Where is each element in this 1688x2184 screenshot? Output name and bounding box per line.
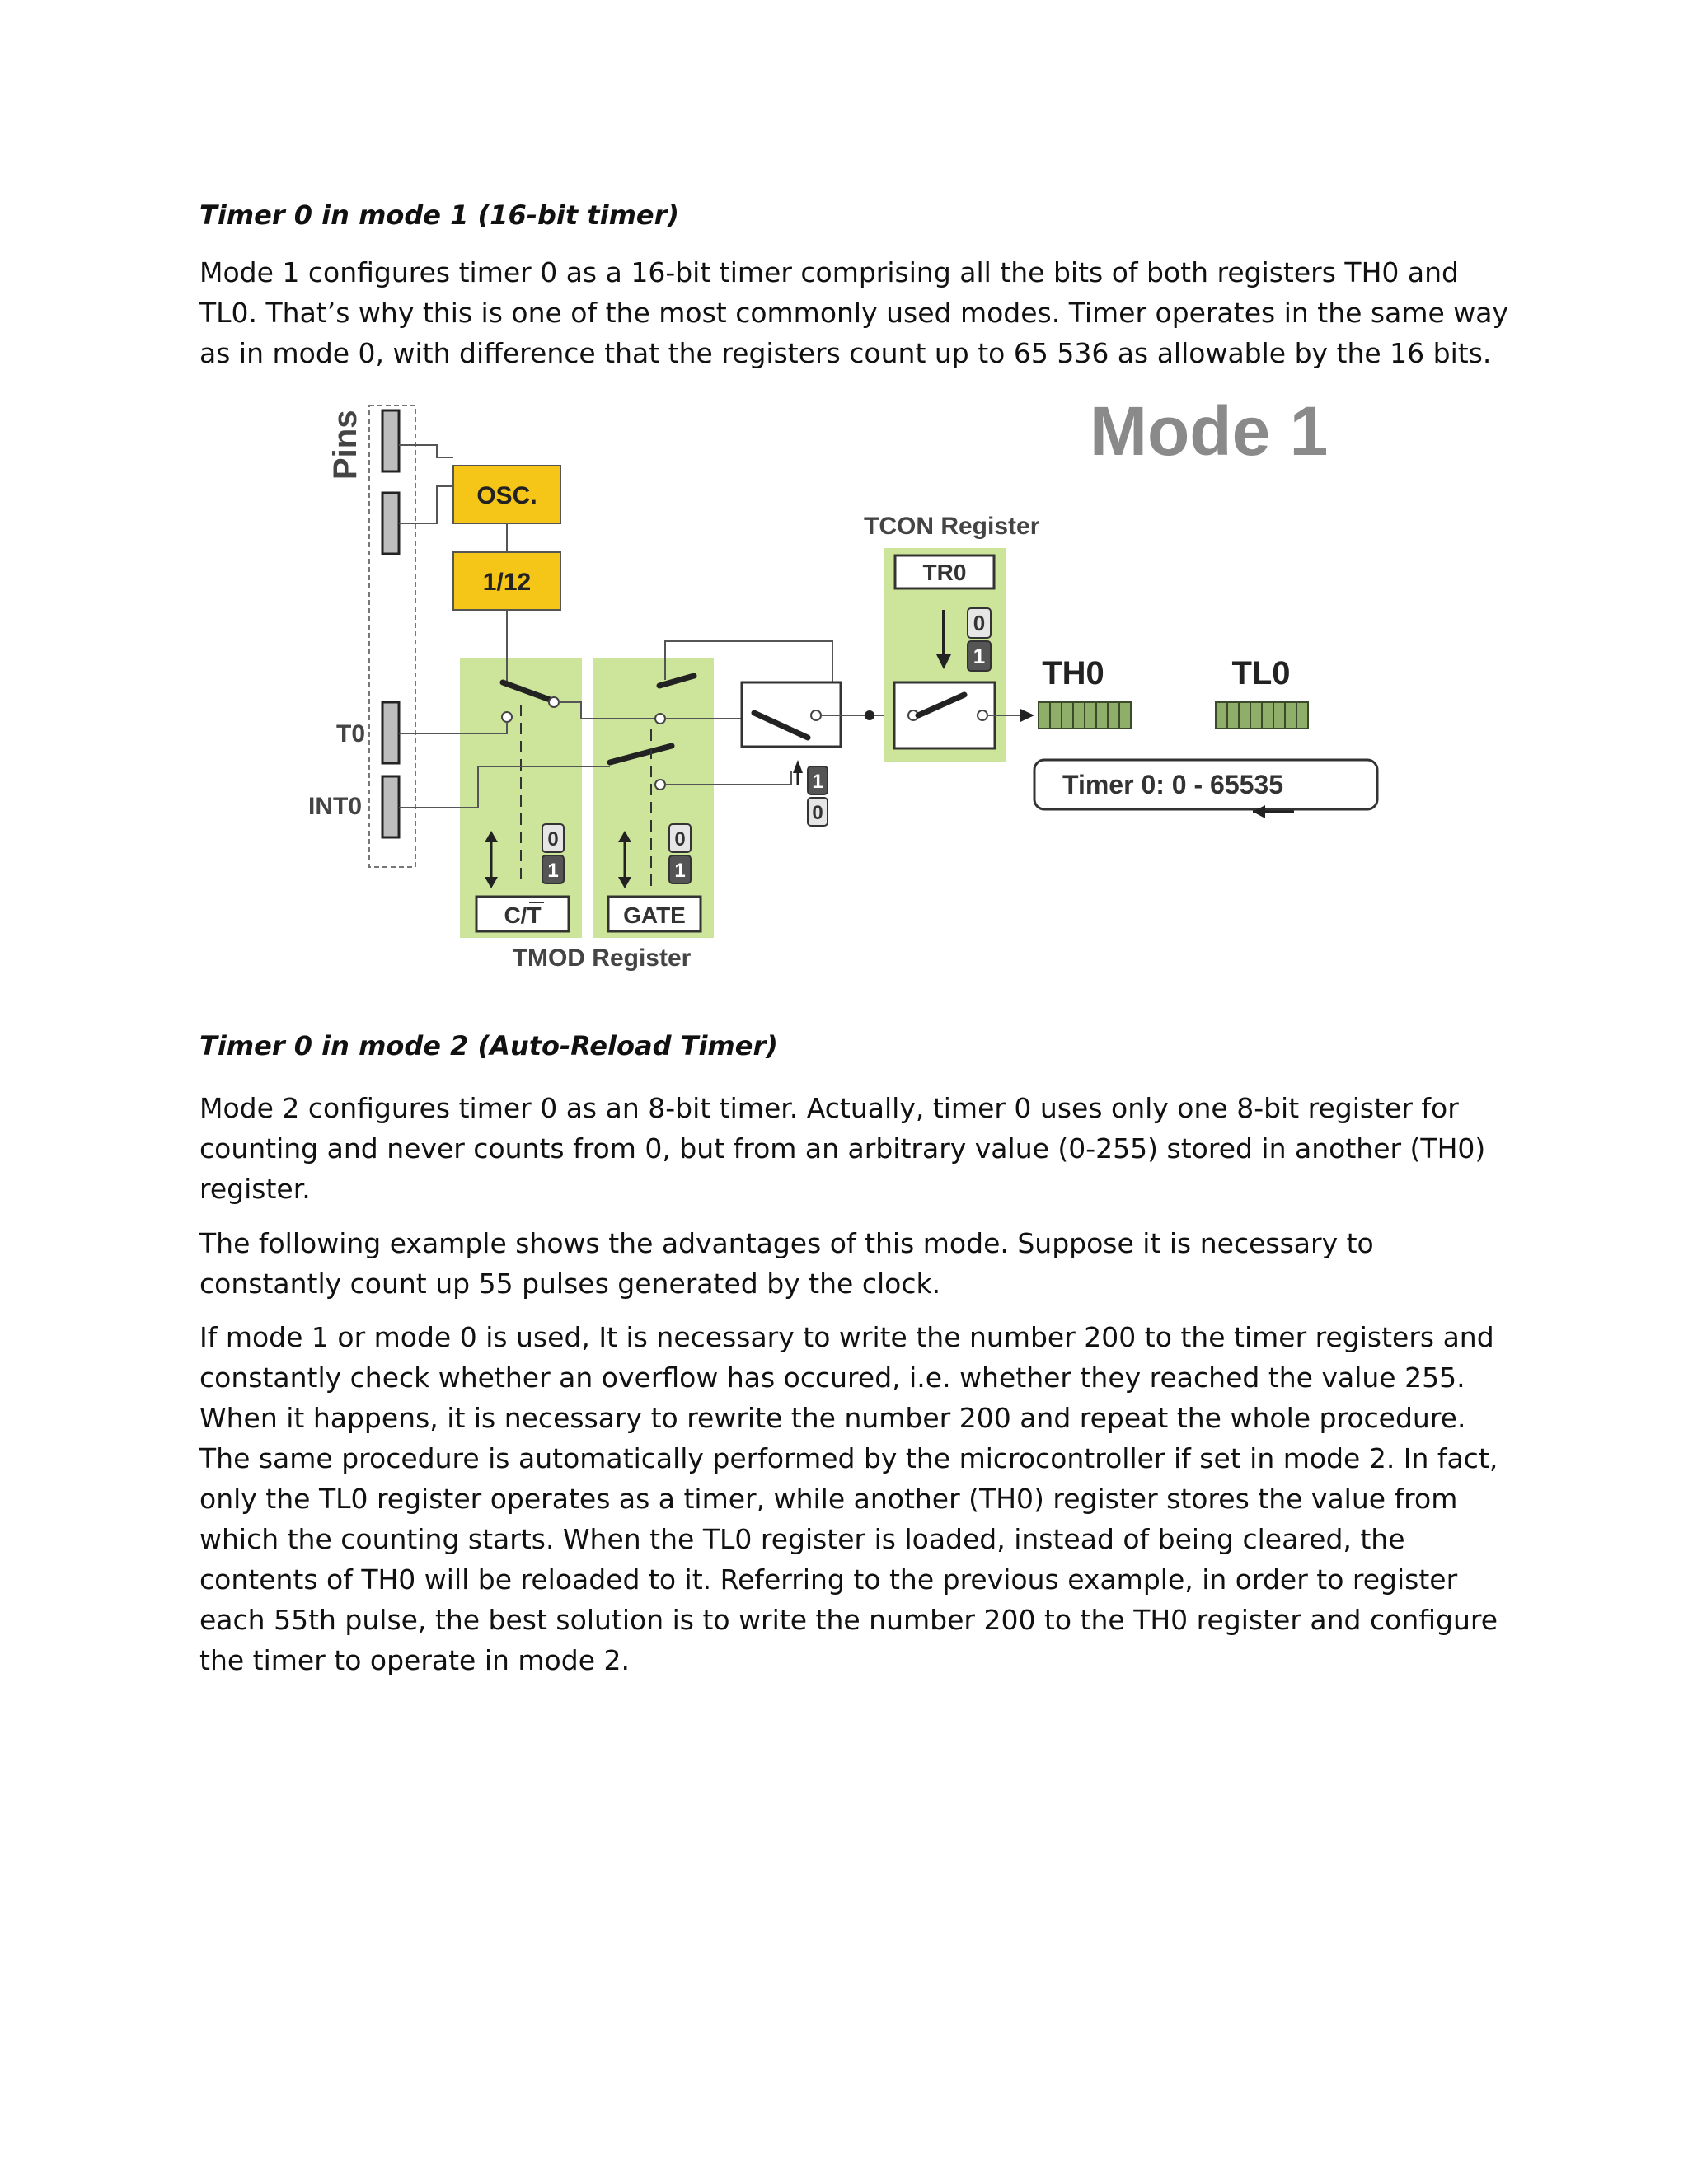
tcon-label: TCON Register (864, 513, 1040, 540)
pin-osc-2 (382, 493, 399, 554)
pin-int0 (382, 776, 399, 837)
tl0-bit-cell (1296, 702, 1308, 729)
th0-bit-cell (1039, 702, 1050, 729)
junction-dot (865, 710, 874, 720)
gate-bit-0: 0 (674, 828, 686, 851)
th0-bit-cell (1062, 702, 1073, 729)
osc-wire-1 (399, 445, 453, 457)
tcon-to-th0-arrow (1020, 709, 1034, 722)
section2-paragraph1: Mode 2 configures timer 0 as an 8-bit timer. Actually, timer 0 uses only one 8-bit register for counting and never counts from 0, but from an arbitrary value (0-255) stored in another (TH0) register. (199, 1092, 1486, 1205)
tl0-bit-cell (1216, 702, 1227, 729)
control-contact (811, 710, 821, 720)
th0-register (1039, 702, 1131, 729)
th0-bit-cell (1050, 702, 1062, 729)
th0-bit-cell (1108, 702, 1119, 729)
tl0-register (1216, 702, 1308, 729)
pin-osc-1 (382, 410, 399, 471)
section2-heading: Timer 0 in mode 2 (Auto-Reload Timer) (199, 1030, 778, 1062)
tr0-bit-1: 1 (973, 644, 986, 668)
th0-bit-cell (1119, 702, 1131, 729)
mode1-diagram (297, 379, 1393, 981)
selector-bit-1: 1 (812, 771, 823, 793)
int0-label: INT0 (308, 793, 363, 820)
section1-paragraph: Mode 1 configures timer 0 as a 16-bit timer comprising all the bits of both registers TH0 and TL0. That’s why this is one of the most commonly used modes. Timer operates in the same way as in mode 0, with difference that the registers count up to 65 536 as allowable by the 16 bits. (199, 256, 1509, 369)
tl0-bit-cell (1227, 702, 1239, 729)
diagram-title: Mode 1 (1090, 392, 1329, 470)
ct-bit-1: 1 (547, 860, 559, 882)
tl0-label: TL0 (1231, 655, 1291, 691)
th0-bit-cell (1085, 702, 1096, 729)
gate-label: GATE (623, 902, 686, 928)
gate-bit-1: 1 (674, 860, 686, 882)
th0-bit-cell (1073, 702, 1085, 729)
tl0-bit-cell (1285, 702, 1296, 729)
section2-paragraph2: The following example shows the advantages of this mode. Suppose it is necessary to constantly count up 55 pulses generated by the clock. (199, 1227, 1374, 1300)
section2-paragraph3: If mode 1 or mode 0 is used, It is necessary to write the number 200 to the timer registers and constantly check whether an overflow has occured, i.e. whether they reached the value 255. When it happens, it is necessary to rewrite the number 200 and repeat the whole procedure. The same procedure is automatically performed by the microcontroller if set in mode 2. In fact, only the TL0 register operates as a timer, while another (TH0) register stores the value from which the counting starts. When the TL0 register is loaded, instead of being cleared, the contents of TH0 will be reloaded to it. Referring to the previous example, in order to register each 55th pulse, the best solution is to write the number 200 to the TH0 register and configure the timer to operate in mode 2. (199, 1321, 1498, 1676)
ct-bit-0: 0 (547, 828, 559, 851)
selector-bit-0: 0 (812, 802, 823, 824)
tmod-label: TMOD Register (512, 944, 692, 972)
section1-heading: Timer 0 in mode 1 (16-bit timer) (199, 199, 680, 231)
divider-label: 1/12 (482, 569, 532, 596)
ct-label: C/T (504, 902, 542, 928)
tl0-bit-cell (1250, 702, 1262, 729)
t0-label: T0 (336, 720, 366, 748)
gate-contact-top (655, 714, 665, 724)
tr0-label: TR0 (922, 560, 967, 585)
tl0-bit-cell (1262, 702, 1273, 729)
tl0-bit-cell (1273, 702, 1285, 729)
ct-contact-b (502, 712, 512, 722)
gate-contact-bottom (655, 780, 665, 790)
tcon-contact-out (978, 710, 987, 720)
osc-label: OSC. (476, 482, 537, 509)
tr0-bit-0: 0 (973, 611, 986, 635)
range-label: Timer 0: 0 - 65535 (1062, 770, 1284, 799)
th0-label: TH0 (1042, 655, 1104, 691)
tl0-bit-cell (1239, 702, 1250, 729)
osc-wire-2 (399, 486, 453, 523)
ct-contact-a (549, 697, 559, 707)
pin-t0 (382, 702, 399, 763)
pins-label: Pins (327, 410, 363, 480)
th0-bit-cell (1096, 702, 1108, 729)
